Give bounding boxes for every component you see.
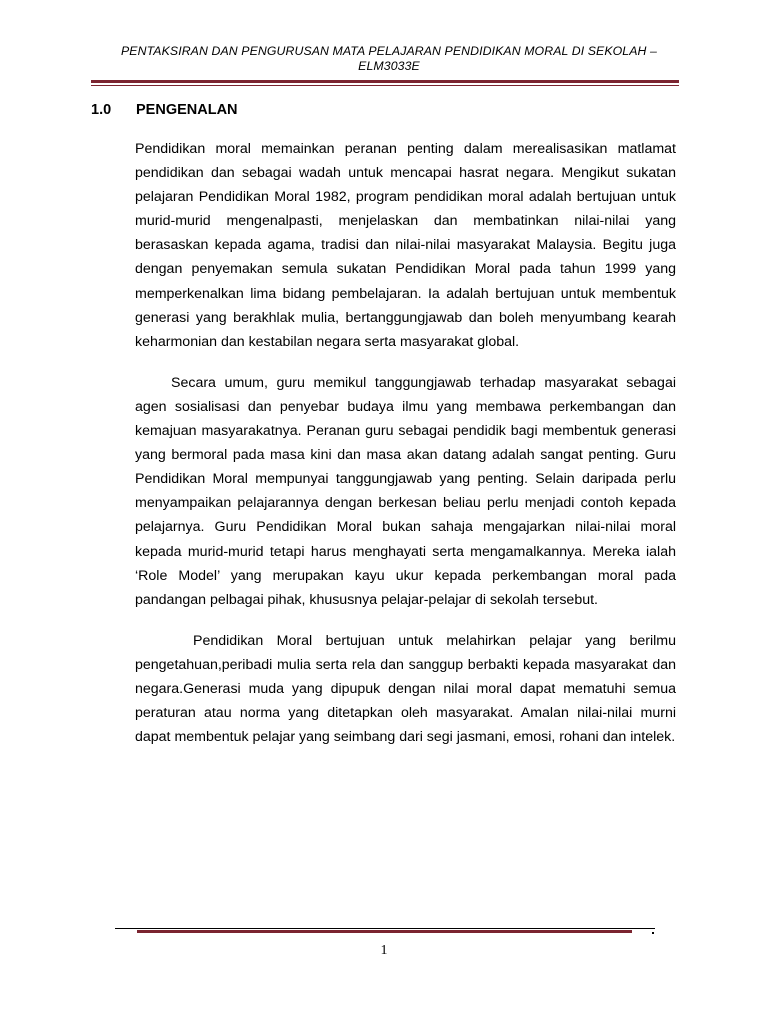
section-heading bbox=[91, 101, 238, 119]
footer-rule-thin bbox=[115, 928, 655, 929]
header-rule-thin bbox=[91, 85, 679, 86]
section-number: 1.0 bbox=[91, 102, 112, 118]
footer-rule-end-mark bbox=[652, 932, 654, 934]
paragraph-3: Pendidikan Moral bertujuan untuk melahirkan pelajar yang berilmu pengetahuan,peribadi mulia serta rela dan sanggup berbakti kepada masyarakat dan negara.Generasi muda yang dipupuk dengan nilai moral dapat mematuhi semua peraturan atau norma yang ditetapkan oleh masyarakat. Amalan nilai-nilai murni dapat membentuk pelajar yang seimbang dari segi jasmani, emosi, rohani dan intelek. bbox=[135, 632, 676, 746]
footer-rule-thick bbox=[137, 930, 632, 933]
paragraph-2: Secara umum, guru memikul tanggungjawab terhadap masyarakat sebagai agen sosialisasi dan penyebar budaya ilmu yang membawa perkembangan dan kemajuan masyarakatnya. Peranan guru sebagai pendidik bagi membentuk generasi yang bermoral pada masa kini dan masa akan datang adalah sangat penting. Guru Pendidikan Moral mempunyai tanggungjawab yang penting. Selain daripada perlu menyampaikan pelajarannya dengan berkesan beliau perlu menjadi contoh kepada pelajarnya. Guru Pendidikan Moral bukan sahaja mengajarkan nilai-nilai moral kepada murid-murid tetapi harus menghayati serta mengamalkannya. Mereka ialah ‘Role Model’ yang merupakan kayu ukur kepada perkembangan moral pada pandangan pelbagai pihak, khususnya pelajar-pelajar di sekolah tersebut. bbox=[135, 374, 676, 608]
running-header-title: PENTAKSIRAN DAN PENGURUSAN MATA PELAJARAN PENDIDIKAN MORAL DI SEKOLAH – ELM3033E bbox=[121, 44, 657, 73]
header-rule-thick bbox=[91, 80, 679, 83]
section-title: PENGENALAN bbox=[136, 102, 238, 118]
body-text bbox=[135, 137, 676, 766]
page-number: 1 bbox=[380, 943, 388, 958]
paragraph-1: Pendidikan moral memainkan peranan penting dalam merealisasikan matlamat pendidikan dan sebagai wadah untuk mencapai hasrat negara. Mengikut sukatan pelajaran Pendidikan Moral 1982, program pendidikan moral adalah bertujuan untuk murid-murid mengenalpasti, menjelaskan dan membatinkan nilai-nilai yang berasaskan kepada agama, tradisi dan nilai-nilai masyarakat Malaysia. Begitu juga dengan penyemakan semula sukatan Pendidikan Moral pada tahun 1999 yang memperkenalkan lima bidang pembelajaran. Ia adalah bertujuan untuk membentuk generasi yang berakhlak mulia, bertanggungjawab dan boleh menyumbang kearah keharmonian dan kestabilan negara serta masyarakat global. bbox=[135, 141, 676, 350]
